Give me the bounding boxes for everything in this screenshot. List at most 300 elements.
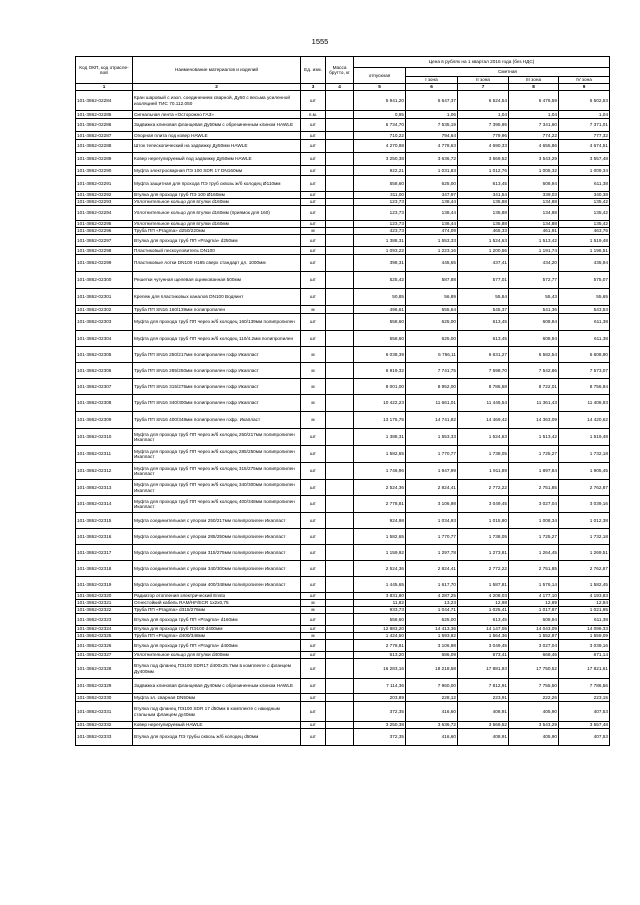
item-code: 101-3862-02302 [76,306,133,314]
price-zone-2: 4 690,33 [458,140,509,153]
item-name: Муфта соединительная с упором 250/217мм полипропилен Икапласт [133,513,301,529]
item-code: 101-3862-02303 [76,314,133,331]
item-mass [326,577,354,593]
price-zone-4: 543,53 [559,306,610,314]
price-zone-4: 3 557,48 [559,153,610,166]
price-zone-3: 1 513,42 [509,235,559,247]
release-price: 123,73 [354,206,406,221]
item-name: Пластиковые лотки DN100 H185 сверх стандарт дл. 1000мм [133,255,301,272]
item-name: Труба ПП SN16 400/348мм полипропилен гофр. Икапласт [133,412,301,429]
item-code: 101-3862-02332 [76,722,133,729]
price-zone-4: 407,53 [559,702,610,722]
price-zone-1: 6 756,11 [406,347,458,363]
table-row [76,221,610,228]
price-zone-3: 608,94 [509,176,559,192]
price-zone-4: 1 519,48 [559,235,610,247]
release-price: 933,73 [354,607,406,614]
item-mass [326,347,354,363]
item-code: 101-3862-02305 [76,347,133,363]
price-zone-2: 55,84 [458,289,509,306]
release-price: 710,22 [354,132,406,140]
price-zone-4: 611,38 [559,331,610,347]
item-mass [326,228,354,235]
item-code: 101-3862-02298 [76,247,133,255]
price-zone-2: 613,45 [458,614,509,626]
table-row [76,235,610,247]
header-zone-3: III зона [509,77,559,84]
price-zone-3: 134,88 [509,206,559,221]
item-mass [326,192,354,199]
price-zone-4: 135,42 [559,199,610,206]
price-zone-3: 6 476,59 [509,91,559,111]
item-unit: шт [301,166,326,176]
price-zone-4: 135,42 [559,206,610,221]
page-number: 1555 [311,37,329,46]
item-name: Муфта соединительная с упором 340/300мм полипропилен Икапласт [133,561,301,577]
header-release-price: отпускная [354,68,406,84]
item-unit: шт [301,247,326,255]
item-unit: шт [301,652,326,659]
item-unit: шт [301,529,326,545]
price-zone-4: 1 269,51 [559,545,610,561]
table-row [76,119,610,132]
item-name: Ковер нерегулируемый под задвижку Ду50мм HAWLE [133,153,301,166]
price-zone-2: 6 631,27 [458,347,509,363]
item-name: Шток телескопический на задвижку Ду50мм HAWLE [133,140,301,153]
price-zone-3: 1 005,32 [509,166,559,176]
item-code: 101-3862-02318 [76,561,133,577]
release-price: 1 159,92 [354,545,406,561]
item-unit: м [301,395,326,412]
table-row [76,166,610,176]
table-row [76,702,610,722]
price-zone-2: 8 786,58 [458,379,509,395]
release-price: 1 388,31 [354,429,406,446]
item-name: Ковер нерегулируемый HAWLE [133,722,301,729]
item-unit: шт [301,702,326,722]
price-zone-3: 541,36 [509,306,559,314]
price-zone-2: 223,91 [458,694,509,702]
release-price: 3 250,38 [354,153,406,166]
item-code: 101-3862-02327 [76,652,133,659]
table-row [76,429,610,446]
release-price: 123,73 [354,221,406,228]
item-code: 101-3862-02288 [76,140,133,153]
item-code: 101-3862-02328 [76,659,133,679]
header-mass: Масса брутто, кг [326,57,354,84]
item-unit: шт [301,140,326,153]
price-zone-4: 1 732,18 [559,446,610,463]
item-mass [326,412,354,429]
price-zone-4: 1 559,09 [559,633,610,640]
price-zone-4: 435,94 [559,255,610,272]
item-mass [326,593,354,600]
item-code: 101-3862-02284 [76,91,133,111]
price-zone-2: 613,45 [458,331,509,347]
item-name: Огнестойкий кабель RAM/HF/ECR 1x2x0,75 [133,600,301,607]
release-price: 924,98 [354,513,406,529]
table-row [76,228,610,235]
price-zone-2: 135,88 [458,199,509,206]
item-unit: шт [301,206,326,221]
price-zone-2: 11 445,54 [458,395,509,412]
item-code: 101-3862-02316 [76,529,133,545]
price-zone-2: 3 569,52 [458,153,509,166]
table-row [76,496,610,513]
table-row [76,480,610,496]
table-row [76,577,610,593]
item-unit: шт [301,729,326,746]
price-zone-4: 1,04 [559,111,610,119]
price-zone-3: 405,90 [509,729,559,746]
price-zone-2: 577,01 [458,272,509,289]
table-row [76,306,610,314]
item-mass [326,314,354,331]
table-row [76,640,610,652]
item-mass [326,166,354,176]
item-unit: шт [301,429,326,446]
price-zone-4: 14 099,33 [559,626,610,633]
item-mass [326,111,354,119]
price-zone-4: 1 012,38 [559,513,610,529]
release-price: 6 038,39 [354,347,406,363]
table-row [76,446,610,463]
price-zone-4: 611,38 [559,314,610,331]
item-mass [326,379,354,395]
item-code: 101-3862-02296 [76,228,133,235]
price-zone-4: 611,38 [559,176,610,192]
price-zone-3: 668,46 [509,652,559,659]
item-name: Задвижка клиновая фланцевая Ду50мм с обрезиненным клином HAWLE [133,119,301,132]
item-unit: шт [301,626,326,633]
table-row [76,600,610,607]
price-zone-1: 138,44 [406,206,458,221]
release-price: 372,35 [354,702,406,722]
price-zone-3: 608,94 [509,331,559,347]
price-zone-2: 1 587,81 [458,577,509,593]
item-name: Втулка для прохода труб ПП «Pragma» d160мм [133,614,301,626]
column-number: 6 [406,84,458,91]
item-unit: шт [301,561,326,577]
price-zone-1: 138,44 [406,199,458,206]
release-price: 6 919,32 [354,363,406,379]
item-code: 101-3862-02304 [76,331,133,347]
price-zone-4: 2 762,87 [559,480,610,496]
item-code: 101-3862-02312 [76,463,133,480]
item-unit: шт [301,176,326,192]
price-zone-2: 408,91 [458,729,509,746]
table-row [76,132,610,140]
release-price: 1 582,65 [354,446,406,463]
item-code: 101-3862-02331 [76,702,133,722]
item-name: Труба ПП «Pragma» d315/276мм [133,607,301,614]
item-code: 101-3862-02294 [76,206,133,221]
price-zone-2: 4 208,03 [458,593,509,600]
price-zone-1: 1,06 [406,111,458,119]
release-price: 7 114,36 [354,679,406,694]
release-price: 423,73 [354,228,406,235]
item-mass [326,221,354,228]
item-code: 101-3862-02333 [76,729,133,746]
item-mass [326,289,354,306]
price-zone-4: 1 905,45 [559,463,610,480]
item-unit: п.м. [301,111,326,119]
item-code: 101-3862-02314 [76,496,133,513]
item-name: Радиатор отопления электрический Ensto [133,593,301,600]
item-unit: шт [301,513,326,529]
header-estimate: Сметная [406,68,610,77]
item-name: Муфта соединительная с упором 285/250мм полипропилен Икапласт [133,529,301,545]
price-zone-1: 1 770,77 [406,529,458,545]
table-row [76,363,610,379]
price-zone-2: 7 395,95 [458,119,509,132]
item-unit: шт [301,221,326,228]
item-mass [326,429,354,446]
item-name: Муфта для прохода труб ПП через ж/б колодец 315/275мм полипропилен Икапласт [133,463,301,480]
item-unit: шт [301,614,326,626]
item-name: Сигнальная лента «Осторожно ГАЗ» [133,111,301,119]
price-zone-4: 407,53 [559,729,610,746]
release-price: 558,60 [354,176,406,192]
price-zone-4: 3 039,16 [559,640,610,652]
price-zone-1: 416,60 [406,702,458,722]
price-zone-3: 7 542,86 [509,363,559,379]
price-zone-4: 7 573,07 [559,363,610,379]
item-unit: шт [301,694,326,702]
item-code: 101-3862-02326 [76,640,133,652]
release-price: 1 093,22 [354,247,406,255]
header-zone-1: I зона [406,77,458,84]
item-mass [326,247,354,255]
item-mass [326,679,354,694]
price-zone-3: 1 552,87 [509,633,559,640]
item-code: 101-3862-02310 [76,429,133,446]
price-zone-2: 1 015,80 [458,513,509,529]
price-zone-4: 1 009,34 [559,166,610,176]
price-zone-3: 1 264,45 [509,545,559,561]
price-zone-1: 1 617,70 [406,577,458,593]
price-zone-1: 3 636,72 [406,722,458,729]
item-mass [326,132,354,140]
item-code: 101-3862-02322 [76,607,133,614]
price-zone-1: 2 824,41 [406,480,458,496]
price-zone-3: 339,03 [509,192,559,199]
price-zone-2: 1,04 [458,111,509,119]
table-row [76,694,610,702]
price-zone-1: 228,12 [406,694,458,702]
item-code: 101-3862-02323 [76,614,133,626]
item-name: Втулка для прохода труб ПП «Pragma» d250мм [133,235,301,247]
item-name: Труба ПП SN16 160/139мм полипропилен [133,306,301,314]
column-number: 8 [509,84,559,91]
release-price: 922,21 [354,166,406,176]
item-code: 101-3862-02292 [76,192,133,199]
price-zone-2: 1 911,89 [458,463,509,480]
price-zone-1: 1 297,78 [406,545,458,561]
item-mass [326,206,354,221]
table-row [76,140,610,153]
header-zone-4: IV зона [559,77,610,84]
item-mass [326,480,354,496]
item-code: 101-3862-02307 [76,379,133,395]
item-mass [326,463,354,480]
item-name: Крепеж для пластиковых каналов DN100 Водяинт [133,289,301,306]
price-zone-3: 2 751,85 [509,480,559,496]
price-zone-3: 6 582,54 [509,347,559,363]
price-zone-1: 625,00 [406,176,458,192]
item-mass [326,331,354,347]
table-row [76,199,610,206]
price-zone-2: 779,96 [458,132,509,140]
price-zone-2: 7 598,70 [458,363,509,379]
item-unit: шт [301,235,326,247]
price-zone-2: 14 147,05 [458,626,509,633]
price-zone-2: 1 273,81 [458,545,509,561]
price-zone-1: 4 778,63 [406,140,458,153]
item-code: 101-3862-02313 [76,480,133,496]
price-zone-1: 347,97 [406,192,458,199]
release-price: 6 734,70 [354,119,406,132]
item-unit: шт [301,577,326,593]
release-price: 8 001,00 [354,379,406,395]
item-unit: шт [301,132,326,140]
item-name: Уплотнительное кольцо для втулки d160мм [133,221,301,228]
price-zone-3: 11 361,43 [509,395,559,412]
release-price: 311,00 [354,192,406,199]
release-price: 203,89 [354,694,406,702]
item-mass [326,652,354,659]
release-price: 1 388,31 [354,235,406,247]
price-zone-2: 465,33 [458,228,509,235]
price-zone-2: 1 200,56 [458,247,509,255]
item-unit: м [301,306,326,314]
table-row [76,561,610,577]
price-zone-1: 1 044,71 [406,607,458,614]
price-zone-3: 222,26 [509,694,559,702]
price-zone-1: 1 947,99 [406,463,458,480]
item-code: 101-3862-02330 [76,694,133,702]
item-code: 101-3862-02329 [76,679,133,694]
item-mass [326,529,354,545]
item-mass [326,729,354,746]
price-zone-3: 4 177,10 [509,593,559,600]
price-zone-4: 1 732,18 [559,529,610,545]
item-unit: шт [301,496,326,513]
price-zone-4: 463,76 [559,228,610,235]
item-code: 101-3862-02293 [76,199,133,206]
item-mass [326,306,354,314]
price-zone-1: 14 741,82 [406,412,458,429]
price-zone-2: 437,41 [458,255,509,272]
price-zone-3: 134,88 [509,199,559,206]
item-code: 101-3862-02319 [76,577,133,593]
price-zone-4: 6 608,90 [559,347,610,363]
price-zone-2: 613,45 [458,176,509,192]
table-row [76,529,610,545]
table-row [76,206,610,221]
release-price: 1 445,65 [354,577,406,593]
table-row [76,412,610,429]
price-zone-4: 575,07 [559,272,610,289]
item-name: Кран шаровый с изол. соединением сварной, Ду50 с весьма усиленной изоляцией ТИС 70.112.050 [133,91,301,111]
item-mass [326,614,354,626]
price-zone-3: 2 751,85 [509,561,559,577]
item-name: Уплотнительное кольцо для втулки d400мм [133,652,301,659]
header-price-group: Цена в рублях на 1 квартал 2016 года (без НДС) [354,57,610,68]
price-zone-4: 11 406,93 [559,395,610,412]
item-unit: шт [301,314,326,331]
table-row [76,347,610,363]
release-price: 496,61 [354,306,406,314]
column-number: 5 [354,84,406,91]
price-zone-4: 14 420,62 [559,412,610,429]
item-code: 101-3862-02309 [76,412,133,429]
item-mass [326,272,354,289]
item-unit: м [301,347,326,363]
price-zone-1: 555,64 [406,306,458,314]
price-zone-2: 135,88 [458,221,509,228]
item-code: 101-3862-02311 [76,446,133,463]
item-name: Втулка для прохода ПЭ трубы сквозь ж/б колодец d50мм [133,729,301,746]
price-zone-3: 7 341,60 [509,119,559,132]
price-zone-1: 8 952,00 [406,379,458,395]
item-mass [326,176,354,192]
release-price: 11,82 [354,600,406,607]
item-mass [326,702,354,722]
release-price: 13 175,75 [354,412,406,429]
price-zone-1: 7 535,19 [406,119,458,132]
price-zone-1: 138,44 [406,221,458,228]
price-zone-2: 3 049,45 [458,640,509,652]
table-row [76,331,610,347]
table-row [76,513,610,529]
price-zone-3: 3 543,29 [509,153,559,166]
item-code: 101-3862-02285 [76,111,133,119]
table-row [76,607,610,614]
release-price: 1 746,96 [354,463,406,480]
price-zone-3: 17 750,52 [509,659,559,679]
item-name: Пластиковый пескоуловитель DN100 [133,247,301,255]
price-zone-2: 1 524,63 [458,235,509,247]
price-zone-4: 55,65 [559,289,610,306]
item-name: Труба ПП «Pragma» d250/220мм [133,228,301,235]
price-zone-4: 7 786,56 [559,679,610,694]
header-name: Наименование материалов и изделий [133,57,301,84]
price-zone-1: 6 647,37 [406,91,458,111]
price-zone-3: 3 027,04 [509,640,559,652]
item-mass [326,561,354,577]
item-mass [326,91,354,111]
item-unit: шт [301,153,326,166]
header-code: Код ОКП, код отраслевой [76,57,133,84]
item-name: Втулка под фланец ПЭ100 SDR 17 d50мм в комплекте с накидным стальным фланцем ду40мм [133,702,301,722]
price-zone-3: 8 722,01 [509,379,559,395]
column-number: 7 [458,84,509,91]
price-zone-3: 7 755,50 [509,679,559,694]
item-mass [326,640,354,652]
price-zone-2: 2 772,22 [458,480,509,496]
price-zone-2: 673,41 [458,652,509,659]
price-zone-3: 3 027,04 [509,496,559,513]
item-mass [326,235,354,247]
item-code: 101-3862-02308 [76,395,133,412]
price-zone-3: 1 017,87 [509,607,559,614]
release-price: 613,20 [354,652,406,659]
table-row [76,255,610,272]
price-zone-4: 1 582,45 [559,577,610,593]
item-mass [326,722,354,729]
column-number: 1 [76,84,133,91]
